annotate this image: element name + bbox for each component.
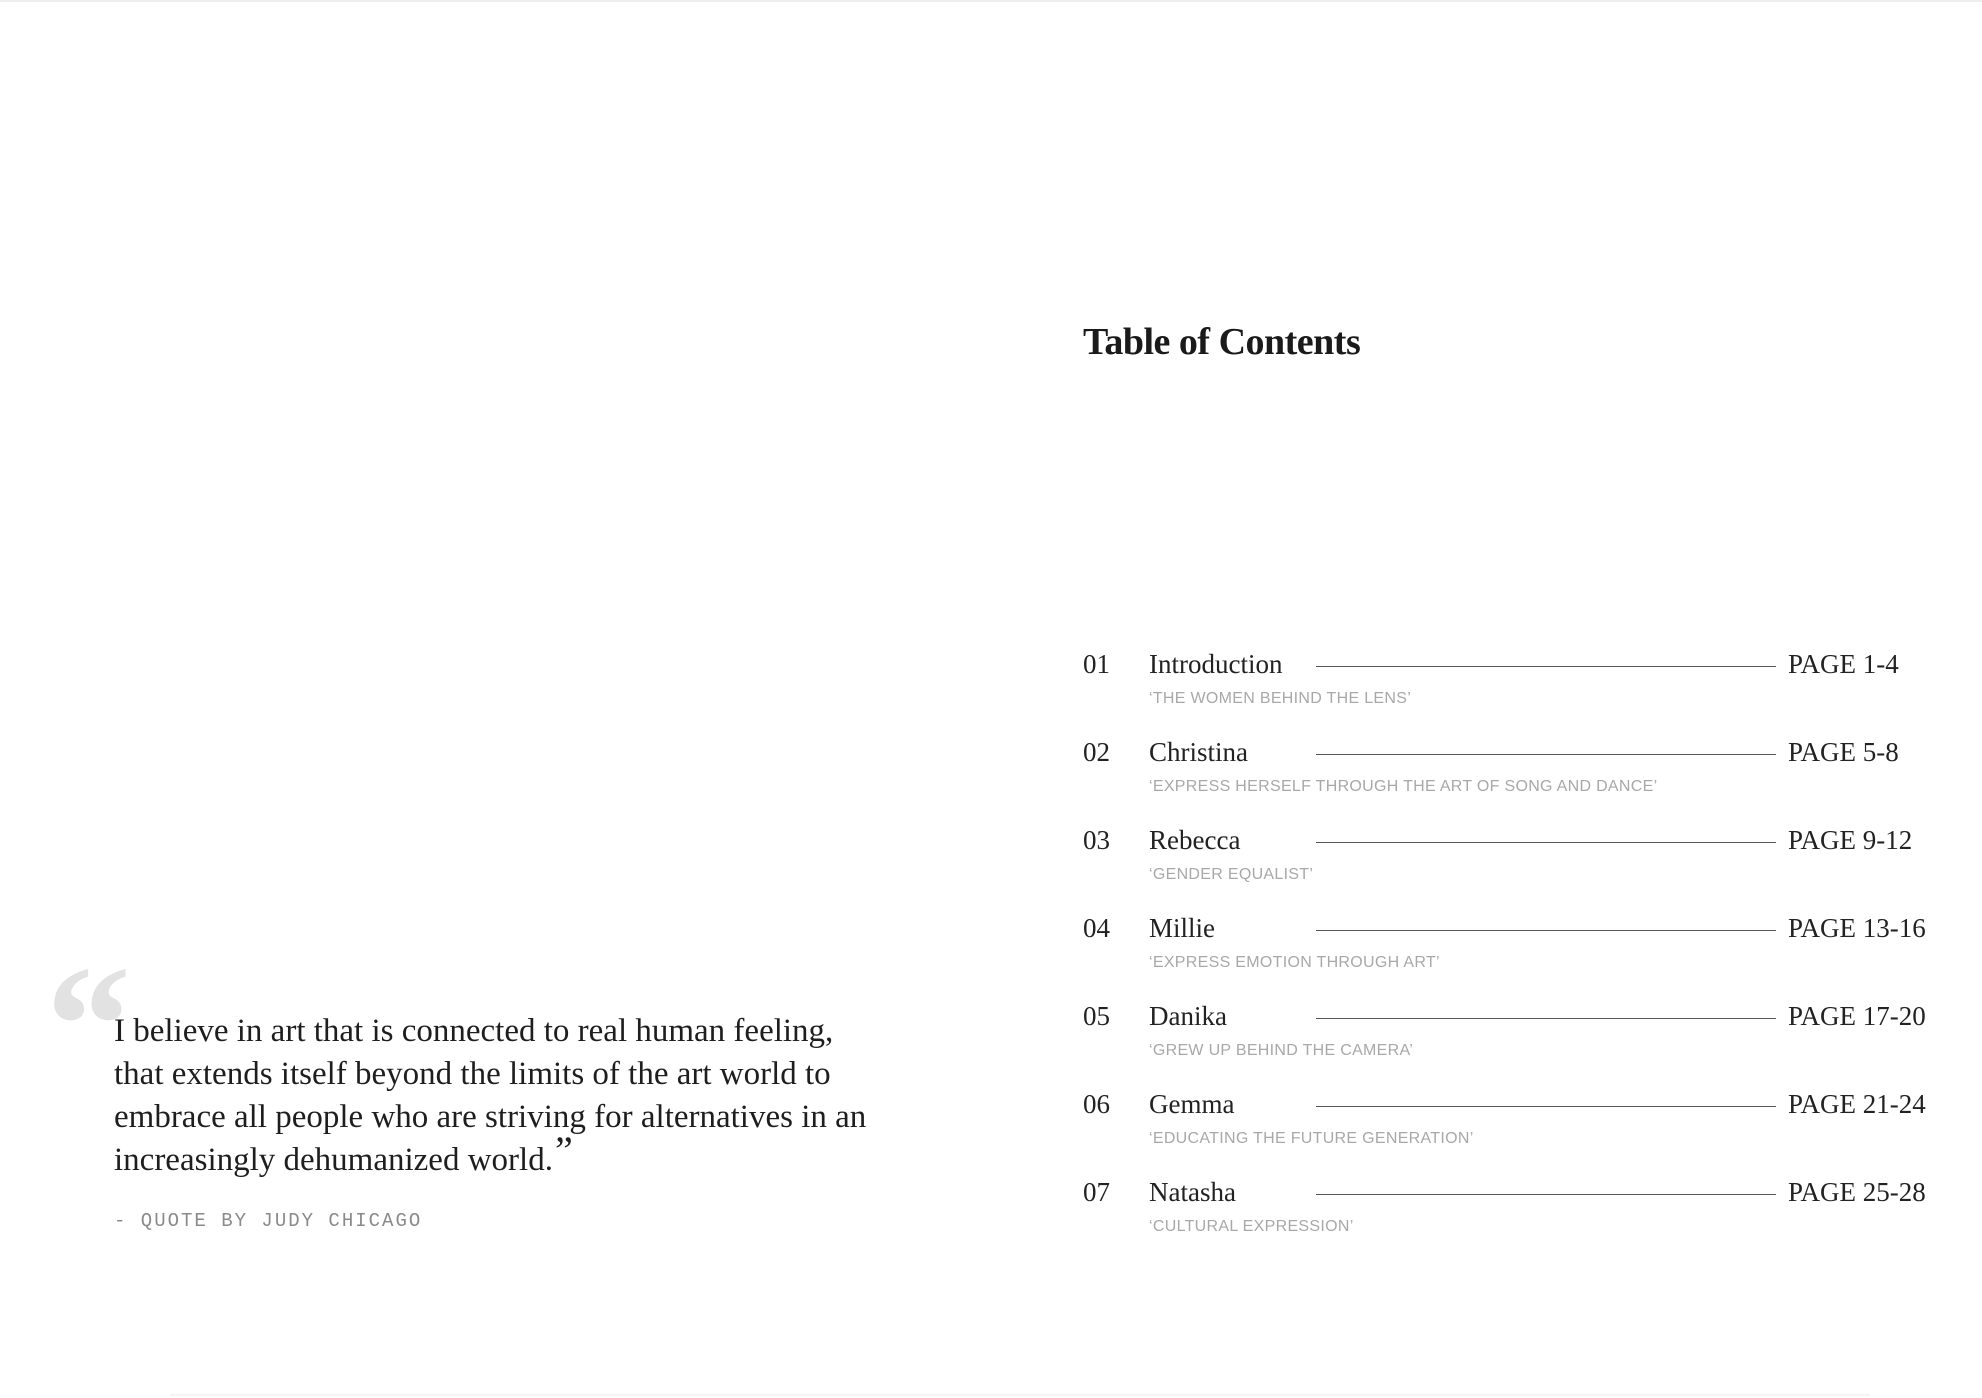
toc-entry-subtitle: ‘THE WOMEN BEHIND THE LENS’ [1149,690,1412,707]
toc-leader-line [1316,1018,1776,1019]
toc-entry[interactable] [1083,1085,1933,1173]
toc-entry-pages[interactable]: PAGE 1-4 [1788,649,1899,679]
toc-entry-name[interactable]: Gemma [1149,1089,1235,1119]
toc-entry-subtitle: ‘CULTURAL EXPRESSION’ [1149,1218,1354,1235]
toc-entry-name[interactable]: Introduction [1149,649,1283,679]
toc-entry-name[interactable]: Danika [1149,1001,1227,1031]
toc-entry-number: 01 [1083,649,1110,679]
toc-list [1083,645,1933,1261]
open-quote-mark: “ [46,931,131,1119]
toc-entry-name[interactable]: Millie [1149,913,1215,943]
toc-entry[interactable] [1083,733,1933,821]
toc-entry[interactable] [1083,997,1933,1085]
pull-quote [46,931,867,1250]
toc-entry-number: 04 [1083,913,1110,943]
toc-entry[interactable] [1083,1173,1933,1261]
toc-entry-pages[interactable]: PAGE 21-24 [1788,1089,1926,1119]
top-edge-rule [0,0,1982,2]
toc-leader-line [1316,930,1776,931]
toc-entry-pages[interactable]: PAGE 5-8 [1788,737,1899,767]
toc-entry-subtitle: ‘EXPRESS HERSELF THROUGH THE ART OF SONG AND DANCE’ [1149,778,1658,795]
toc-entry-number: 07 [1083,1177,1110,1207]
toc-entry-name[interactable]: Natasha [1149,1177,1236,1207]
toc-entry-name[interactable]: Christina [1149,737,1248,767]
toc-entry-pages[interactable]: PAGE 13-16 [1788,913,1926,943]
toc-entry-pages[interactable]: PAGE 9-12 [1788,825,1913,855]
toc-entry-number: 03 [1083,825,1110,855]
quote-attribution: - QUOTE BY JUDY CHICAGO [114,1210,423,1232]
toc-entry-number: 06 [1083,1089,1110,1119]
toc-entry[interactable] [1083,909,1933,997]
toc-leader-line [1316,1194,1776,1195]
bottom-edge-rule [170,1394,1870,1396]
toc-leader-line [1316,754,1776,755]
toc-entry-name[interactable]: Rebecca [1149,825,1241,855]
toc-entry[interactable] [1083,645,1933,733]
toc-entry-subtitle: ‘EXPRESS EMOTION THROUGH ART’ [1149,954,1440,971]
toc-title: Table of Contents [1083,321,1361,364]
toc-leader-line [1316,842,1776,843]
toc-entry-pages[interactable]: PAGE 25-28 [1788,1177,1926,1207]
toc-entry-subtitle: ‘EDUCATING THE FUTURE GENERATION’ [1149,1130,1474,1147]
toc-entry-subtitle: ‘GREW UP BEHIND THE CAMERA’ [1149,1042,1414,1059]
toc-entry-pages[interactable]: PAGE 17-20 [1788,1001,1926,1031]
quote-text: I believe in art that is connected to real human feeling, that extends itself beyond the limits of the art world to embrace all people who are striving for alternatives in an increasingly dehumanized world. [114,1013,867,1178]
quote-text-block: I believe in art that is connected to real human feeling, that extends itself beyond the limits of the art world to embrace all people who are striving for alternatives in an increasingly dehumanized world.” [114,1013,867,1178]
toc-leader-line [1316,1106,1776,1107]
toc-entry[interactable] [1083,821,1933,909]
toc-entry-subtitle: ‘GENDER EQUALIST’ [1149,866,1314,883]
toc-entry-number: 02 [1083,737,1110,767]
toc-leader-line [1316,666,1776,667]
toc-entry-number: 05 [1083,1001,1110,1031]
